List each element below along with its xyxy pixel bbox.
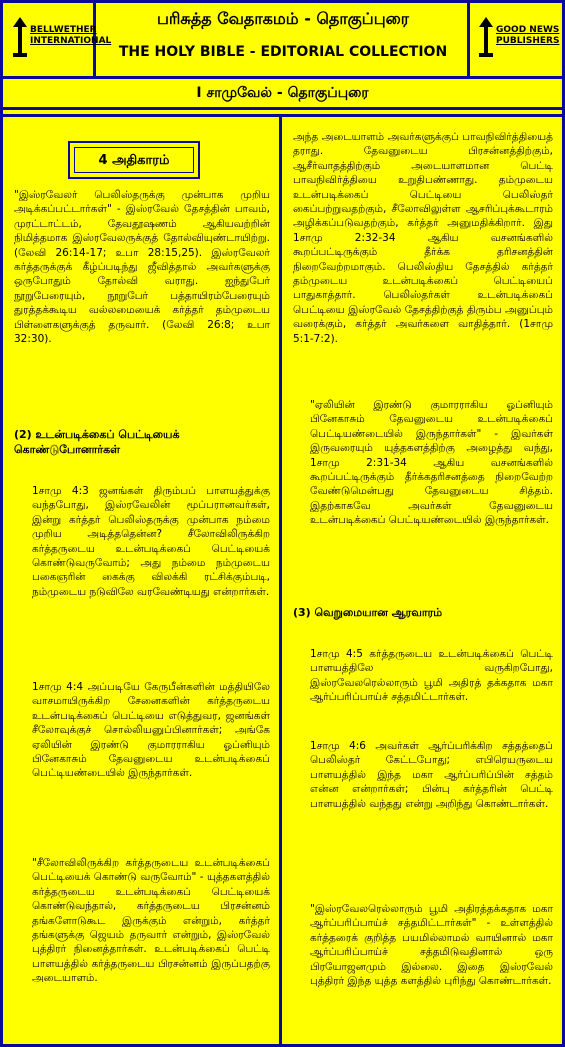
right-paragraph-5: "இஸ்ரவேலரெல்லாரும் பூமி அதிரத்தக்கதாக மகா ஆர்ப்பரிப்பாய்ச் சத்தமிட்டார்கள்" - உள்ளத்தில் கர்த்தரைக் குறித்த பயமில்லாமல் வாயினால் மகா ஆர்ப்பரிப்பாய்ச் சத்தமிடுவதினால் ஒரு பிரயோஜனமும் இல்லை. இதை இஸ்ரவேல் புத்திரர் இந்த யுத்த களத்தில் புரிந்து கொண்டார்கள். xyxy=(310,903,553,988)
lamp-icon xyxy=(476,17,496,61)
book-title: I சாமுவேல் - தொகுப்புரை xyxy=(3,79,562,110)
title-tamil: பரிசுத்த வேதாகமம் - தொகுப்புரை xyxy=(156,9,410,28)
divider xyxy=(3,110,562,117)
left-paragraph-4: "சீலோவிலிருக்கிற கர்த்தருடைய உடன்படிக்கைப் பெட்டியைக் கொண்டு வருவோம்" - யுத்தகளத்தில் கர்த்தருடைய உடன்படிக்கைப் பெட்டியைக் கொண்டுவந்தால், கர்த்தருடைய பிரசன்னம் தங்களோடுகூட இருக்கும் என்றும், கர்த்தர் தங்களுக்கு ஜெயம் தருவார் என்றும், இஸ்ரவேல் புத்திரர் நினைத்தார்கள். உடன்படிக்கைப் பெட்டி பாளயத்தில் கர்த்தருடைய பிரசன்னம் இருப்பதற்கு அடையாளம். xyxy=(32,857,270,985)
left-paragraph-1: "இஸ்ரவேலர் பெலிஸ்தருக்கு முன்பாக முறிய அடிக்கப்பட்டார்கள்" - இஸ்ரவேல் தேசத்தின் பாவம், முரட்டாட்டம், தேவதூஷணம் ஆகியவற்றின் நிமித்தமாக இஸ்ரவேலருக்குத் தோல்வியுண்டாயிற்று. (லேவி 26:14-17; உபா 28:15,25). இஸ்ரவேலர் கர்த்தருக்குக் கீழ்ப்படிந்து ஜீவித்தால் அவர்களுக்கு ஒருபோதும் தோல்வி வராது. ஐந்துபேர் நூறுபேரையும், நூறுபேர் பத்தாயிரம்பேரையும் துரத்தக்கூடிய வல்லமையைக் கர்த்தர் தம்முடைய பிள்ளைகளுக்குத் தருவார். (லேவி 26:8; உபா 32:30). xyxy=(14,189,270,346)
left-paragraph-3: 1சாமு 4:4 அப்படியே கேருபீன்களின் மத்தியிலே வாசமாயிருக்கிற சேனைகளின் கர்த்தருடைய உடன்படிக்கைப் பெட்டியை எடுத்துவர, ஜனங்கள் சீலோவுக்குச் சொல்லியனுப்பினார்கள்; அங்கே ஏலியின் இரண்டு குமாரராகிய ஓப்னியும் பினேகாசும் தேவனுடைய உடன்படிக்கைப் பெட்டியண்டையில் இருந்தார்கள். xyxy=(32,681,270,780)
right-paragraph-4: 1சாமு 4:6 அவர்கள் ஆர்ப்பரிக்கிற சத்தத்தைப் பெலிஸ்தர் கேட்டபோது; எபிரெயருடைய பாளயத்தில் இந்த மகா ஆர்ப்பரிப்பின் சத்தம் என்ன என்றார்கள்; பின்பு கர்த்தரின் பெட்டி பாளயத்தில் வந்தது என்று அறிந்து கொண்டார்கள். xyxy=(310,740,553,810)
chapter-title: 4 அதிகாரம் xyxy=(74,147,194,173)
section-heading-3: (3) வெறுமையான ஆரவாரம் xyxy=(293,606,443,619)
right-paragraph-3: 1சாமு 4:5 கர்த்தருடைய உடன்படிக்கைப் பெட்டி பாளயத்திலே வருகிறபோது, இஸ்ரவேலரெல்லாரும் பூமி அதிரத் தக்கதாக மகா ஆர்ப்பரிப்பாய்ச் சத்தமிட்டார்கள். xyxy=(310,648,553,704)
bellwether-logo xyxy=(3,3,112,76)
logo-left-text: BELLWETHER INTERNATIONAL xyxy=(30,25,112,46)
good-news-logo xyxy=(467,3,562,76)
section-heading-2: (2) உடன்படிக்கைப் பெட்டியைக் கொண்டுபோனார்கள் xyxy=(14,428,180,456)
lamp-icon xyxy=(10,17,30,61)
right-paragraph-2: "ஏலியின் இரண்டு குமாரராகிய ஓப்னியும் பினேகாசும் தேவனுடைய உடன்படிக்கைப் பெட்டியண்டையில் இருந்தார்கள்" - இவர்கள் இருவரையும் யுத்தகளத்திற்கு அழைத்து வந்து, 1சாமு 2:31-34 ஆகிய வசனங்களில் கூறப்பட்டிருக்கும் தீர்க்கதரிசனத்தை நிறைவேற்ற வேண்டுமென்பது தேவனுடைய சித்தம். இதற்காகவே அவர்கள் தேவனுடைய உடன்படிக்கைப் பெட்டியண்டையில் இருந்தார்கள். xyxy=(310,399,553,527)
left-paragraph-2: 1சாமு 4:3 ஜனங்கள் திரும்பப் பாளயத்துக்கு வந்தபோது, இஸ்ரவேலின் மூப்பரானவர்கள், இன்று கர்த்தர் பெலிஸ்தருக்கு முன்பாக நம்மை முறிய அடித்ததென்ன? சீலோவிலிருக்கிற கர்த்தருடைய உடன்படிக்கைப் பெட்டியைக் கொண்டுவருவோம்; அது நம்மை நம்முடைய பகைஞரின் கைக்கு விலக்கி ரட்சிக்கும்படி, நம்முடைய நடுவிலே வரவேண்டியது என்றார்கள். xyxy=(32,485,270,598)
chapter-box xyxy=(68,141,200,179)
header xyxy=(3,3,562,79)
right-paragraph-1: அந்த அடையாளம் அவர்களுக்குப் பாவநிவிர்த்தியைத் தராது. தேவனுடைய பிரசன்னத்திற்கும், ஆசீர்வாதத்திற்கும் அடையாளமான பெட்டி பாவநிவிர்த்தியை உறுதிபண்ணாது. தம்முடைய உடன்படிக்கைப் பெட்டியை பெலிஸ்தர் கைப்பற்றுவதற்கும், சீலோவிலுள்ள ஆசரிப்புக்கூடாரம் அழிக்கப்படுவதற்கும், கர்த்தர் அனுமதிக்கிறார். இது 1சாமு 2:32-34 ஆகிய வசனங்களில் கூறப்பட்டிருக்கும் தீர்க்க தரிசனத்தின் நிறைவேற்றமாகும். பெலிஸ்திய தேசத்தில் கர்த்தர் தம்முடைய உடன்படிக்கைப் பெட்டியைப் பாதுகாத்தார். பெலிஸ்தர்கள் உடன்படிக்கைப் பெட்டியை இஸ்ரவேல் தேசத்திற்குத் திரும்ப அனுப்பும் வரைக்கும், கர்த்தர் அவர்களை வாதித்தார். (1சாமு 5:1-7:2). xyxy=(293,131,553,345)
logo-right-text: GOOD NEWS PUBLISHERS xyxy=(496,25,560,46)
title-english: THE HOLY BIBLE - EDITORIAL COLLECTION xyxy=(118,44,448,60)
